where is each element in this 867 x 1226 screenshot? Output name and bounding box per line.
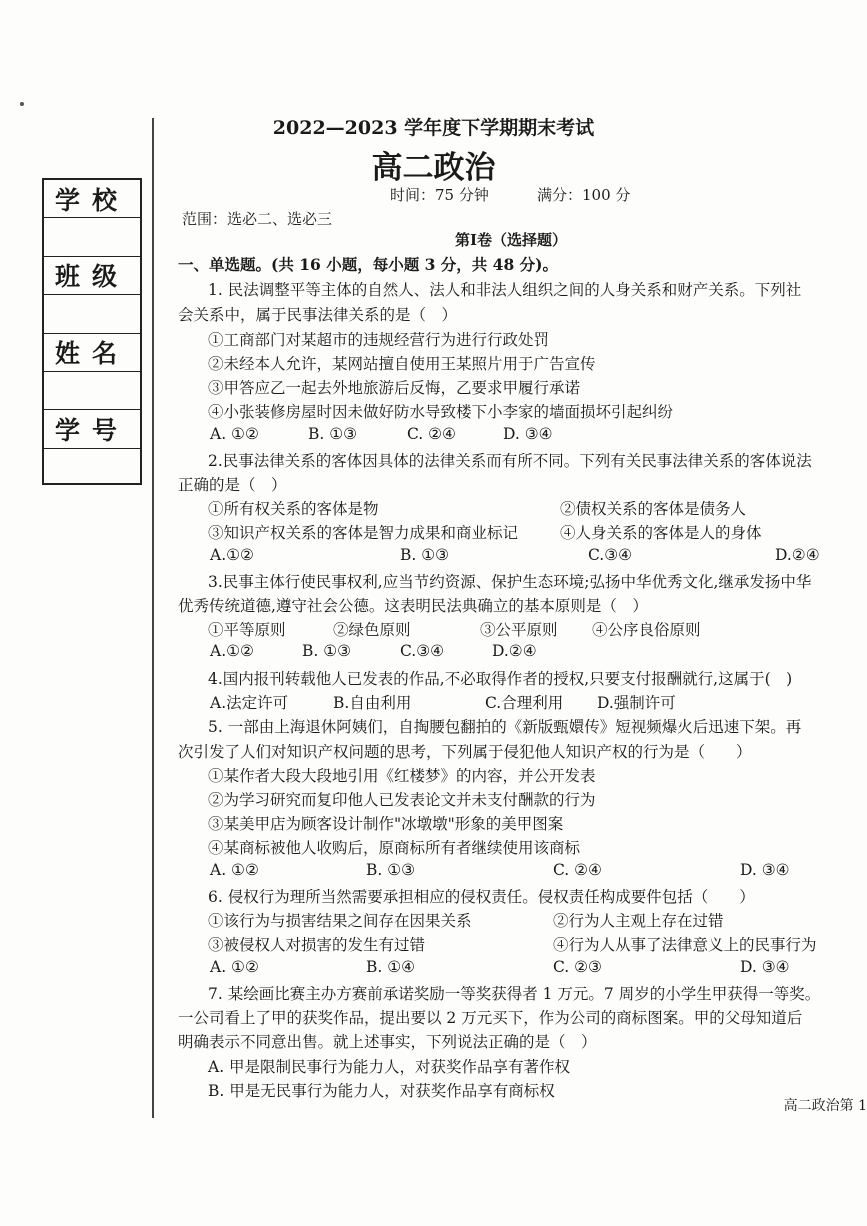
q2-option-a[interactable]: A.①② — [210, 546, 254, 564]
q6-option-a[interactable]: A. ①② — [210, 958, 259, 976]
q4-option-c[interactable]: C.合理利用 — [485, 694, 564, 712]
q3-stem-cont: 优秀传统道德,遵守社会公德。这表明民法典确立的基本原则是（ ） — [178, 597, 648, 615]
q4-option-d[interactable]: D.强制许可 — [597, 694, 676, 712]
q4-option-a[interactable]: A.法定许可 — [210, 694, 289, 712]
q3-option-a[interactable]: A.①② — [210, 642, 254, 660]
q6-option-d[interactable]: D. ③④ — [740, 958, 790, 976]
q6-item: ①该行为与损害结果之间存在因果关系 — [208, 912, 472, 930]
section-heading: 一、单选题。(共 16 小题，每小题 3 分，共 48 分)。 — [178, 255, 558, 274]
q1-option-b[interactable]: B. ①③ — [308, 425, 358, 443]
q7-stem-cont: 明确表示不同意出售。就上述事实，下列说法正确的是（ ） — [178, 1033, 597, 1051]
q2-stem: 2.民事法律关系的客体因具体的法律关系而有所不同。下列有关民事法律关系的客体说法 — [208, 452, 812, 470]
q6-item: ④行为人从事了法律意义上的民事行为 — [553, 936, 817, 954]
q5-stem-cont: 次引发了人们对知识产权问题的思考，下列属于侵犯他人知识产权的行为是（ ） — [178, 743, 752, 761]
q2-option-d[interactable]: D.②④ — [775, 546, 820, 564]
volume-heading: 第Ⅰ卷（选择题） — [455, 231, 568, 249]
q7-stem-cont: 一公司看上了甲的获奖作品，提出要以 2 万元买下，作为公司的商标图案。甲的父母知道后 — [178, 1009, 803, 1027]
q2-item: ④人身关系的客体是人的身体 — [560, 524, 762, 542]
margin-dot — [20, 102, 24, 106]
subject-title: 高二政治 — [371, 150, 496, 186]
q5-option-a[interactable]: A. ①② — [210, 861, 259, 879]
name-field[interactable] — [44, 372, 140, 410]
q5-option-b[interactable]: B. ①③ — [366, 861, 416, 879]
q1-item: ③甲答应乙一起去外地旅游后反悔，乙要求甲履行承诺 — [208, 379, 581, 397]
q2-item: ③知识产权关系的客体是智力成果和商业标记 — [208, 524, 519, 542]
q3-item: ①平等原则 — [208, 621, 286, 639]
q6-item: ②行为人主观上存在过错 — [553, 912, 724, 930]
q5-item: ④某商标被他人收购后，原商标所有者继续使用该商标 — [208, 839, 581, 857]
q6-stem: 6. 侵权行为理所当然需要承担相应的侵权责任。侵权责任构成要件包括（ ） — [208, 888, 755, 906]
name-label: 姓名 — [44, 334, 140, 372]
exam-score: 满分：100 分 — [537, 186, 631, 204]
binding-line — [152, 118, 154, 1118]
exam-scope: 范围：选必二、选必三 — [182, 210, 333, 228]
q3-option-b[interactable]: B. ①③ — [302, 642, 352, 660]
q1-item: ②未经本人允许，某网站擅自使用王某照片用于广告宣传 — [208, 355, 596, 373]
page-footer: 高二政治第 1 — [783, 1098, 867, 1114]
q3-item: ③公平原则 — [480, 621, 558, 639]
q6-option-b[interactable]: B. ①④ — [366, 958, 416, 976]
q7-option-b[interactable]: B. 甲是无民事行为能力人，对获奖作品享有商标权 — [208, 1082, 555, 1100]
q2-option-c[interactable]: C.③④ — [588, 546, 633, 564]
q4-stem: 4.国内报刊转载他人已发表的作品,不必取得作者的授权,只要支付报酬就行,这属于( ) — [208, 670, 793, 688]
q7-stem: 7. 某绘画比赛主办方赛前承诺奖励一等奖获得者 1 万元。7 周岁的小学生甲获得一等奖。 — [208, 985, 821, 1003]
q5-item: ①某作者大段大段地引用《红楼梦》的内容，并公开发表 — [208, 767, 596, 785]
q2-option-b[interactable]: B. ①③ — [400, 546, 450, 564]
q3-stem: 3.民事主体行使民事权利,应当节约资源、保护生态环境;弘扬中华优秀文化,继承发扬中华 — [208, 573, 812, 591]
q5-option-c[interactable]: C. ②④ — [553, 861, 602, 879]
class-label: 班级 — [44, 257, 140, 295]
class-field[interactable] — [44, 295, 140, 333]
q6-option-c[interactable]: C. ②③ — [553, 958, 602, 976]
q1-option-a[interactable]: A. ①② — [210, 425, 259, 443]
q1-stem-cont: 会关系中，属于民事法律关系的是（ ） — [178, 306, 458, 324]
student-id-field[interactable] — [44, 449, 140, 487]
exam-title: 2022—2023 学年度下学期期末考试 — [272, 117, 595, 139]
q5-item: ③某美甲店为顾客设计制作"冰墩墩"形象的美甲图案 — [208, 815, 564, 833]
exam-time: 时间：75 分钟 — [390, 186, 489, 204]
student-id-label: 学号 — [44, 410, 140, 448]
q4-option-b[interactable]: B.自由利用 — [333, 694, 412, 712]
q1-stem: 1. 民法调整平等主体的自然人、法人和非法人组织之间的人身关系和财产关系。下列社 — [208, 281, 802, 299]
school-label: 学校 — [44, 180, 140, 218]
school-field[interactable] — [44, 218, 140, 256]
q1-item: ④小张装修房屋时因未做好防水导致楼下小李家的墙面损坏引起纠纷 — [208, 403, 674, 421]
q2-item: ①所有权关系的客体是物 — [208, 500, 379, 518]
q6-item: ③被侵权人对损害的发生有过错 — [208, 936, 426, 954]
q7-option-a[interactable]: A. 甲是限制民事行为能力人，对获奖作品享有著作权 — [208, 1058, 571, 1076]
q5-option-d[interactable]: D. ③④ — [740, 861, 790, 879]
q1-item: ①工商部门对某超市的违规经营行为进行行政处罚 — [208, 331, 550, 349]
q3-item: ②绿色原则 — [333, 621, 411, 639]
q1-option-c[interactable]: C. ②④ — [407, 425, 456, 443]
q5-item: ②为学习研究而复印他人已发表论文并未支付酬款的行为 — [208, 791, 596, 809]
q3-option-d[interactable]: D.②④ — [492, 642, 537, 660]
q2-item: ②债权关系的客体是债务人 — [560, 500, 747, 518]
q3-option-c[interactable]: C.③④ — [400, 642, 445, 660]
q1-option-d[interactable]: D. ③④ — [503, 425, 553, 443]
q3-item: ④公序良俗原则 — [592, 621, 701, 639]
q2-stem-cont: 正确的是（ ） — [178, 476, 287, 494]
q5-stem: 5. 一部由上海退休阿姨们，自掏腰包翻拍的《新版甄嬛传》短视频爆火后迅速下架。再 — [208, 718, 802, 736]
student-info-box — [42, 178, 142, 485]
